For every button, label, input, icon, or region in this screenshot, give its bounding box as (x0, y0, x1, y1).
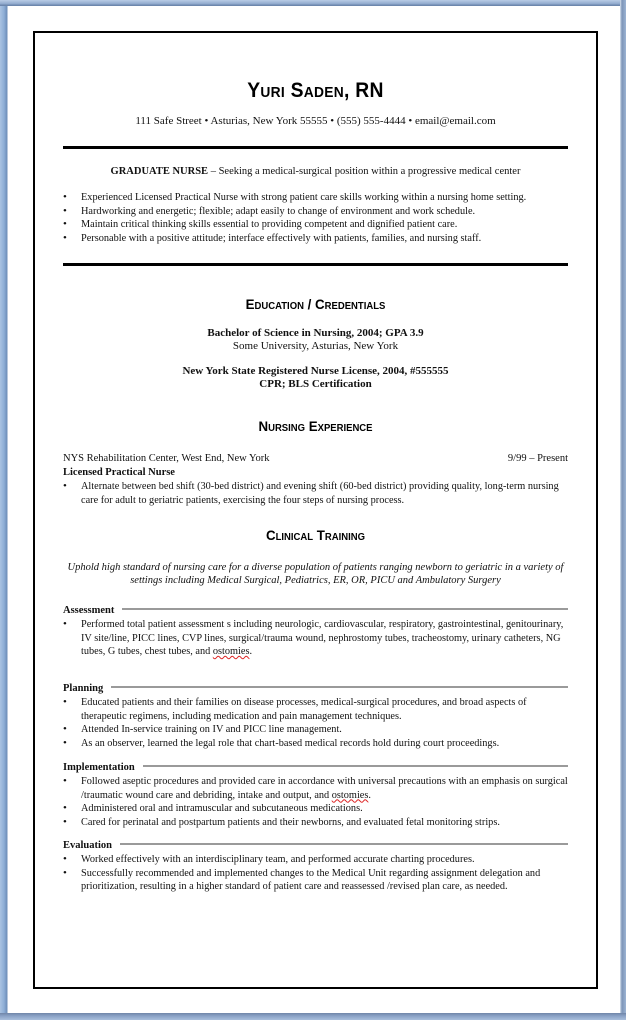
implementation-list (63, 775, 568, 829)
implementation-item-end: . (368, 789, 371, 801)
subsection-implementation (63, 762, 568, 773)
document-page[interactable] (8, 6, 620, 1013)
clinical-intro: Uphold high standard of nursing care for a diverse population of patients ranging newborn to geriatric in a variety of settings including Medical Surgical, Pediatrics, ER, OR, PICU and Ambulatory Surgery (67, 562, 564, 586)
spellcheck-flagged-word[interactable]: ostomies (331, 789, 369, 801)
position-title: Licensed Practical Nurse (63, 467, 175, 478)
certification: CPR; BLS Certification (259, 378, 372, 390)
employer: NYS Rehabilitation Center, West End, New York (63, 453, 270, 464)
subsection-heading: Planning (63, 683, 104, 694)
implementation-item-text: Followed aseptic procedures and provided care in accordance with universal precautions with an emphasis on surgical /traumatic wound care and debriding, intake and output, and (81, 776, 568, 801)
section-title-education: Education / Credentials (245, 296, 386, 312)
implementation-item (63, 775, 568, 802)
employment-dates: 9/99 – Present (507, 453, 568, 464)
implementation-item: • Cared for perinatal and postpartum patients and their newborns, and evaluated fetal monitoring strips. (63, 816, 568, 830)
summary-item: • Personable with a positive attitude; interface effectively with patients, families, and nursing staff. (63, 232, 568, 246)
subsection-rule (122, 608, 568, 610)
subsection-heading: Assessment (63, 605, 115, 616)
subsection-rule (111, 686, 568, 688)
summary-list (63, 191, 568, 245)
subsection-assessment (63, 605, 568, 616)
degree: Bachelor of Science in Nursing, 2004; GPA 3.9 (207, 327, 424, 339)
planning-item: • Attended In-service training on IV and PICC line management. (63, 723, 568, 737)
school: Some University, Asturias, New York (232, 340, 399, 352)
implementation-item: • Administered oral and intramuscular and subcutaneous medications. (63, 802, 568, 816)
window-frame-right (620, 0, 626, 1020)
planning-item: • As an observer, learned the legal role that chart-based medical records hold during court proceedings. (63, 737, 568, 751)
summary-item: • Hardworking and energetic; flexible; adapt easily to change of environment and work schedule. (63, 205, 568, 219)
divider-rule (63, 146, 568, 149)
evaluation-item: • Successfully recommended and implemented changes to the Medical Unit regarding assignment delegation and prioritization, resulting in a higher standard of patient care and reassessed /revised plan care, as needed. (63, 867, 568, 894)
summary-item: • Maintain critical thinking skills essential to providing competent and dignified patient care. (63, 218, 568, 232)
window-frame-bottom (0, 1013, 626, 1020)
license: New York State Registered Nurse License, 2004, #555555 (182, 365, 449, 377)
evaluation-item: • Worked effectively with an interdisciplinary team, and performed accurate charting procedures. (63, 853, 568, 867)
planning-list (63, 696, 568, 750)
objective-title: GRADUATE NURSE (110, 166, 209, 177)
assessment-item-end: . (249, 646, 253, 657)
subsection-heading: Evaluation (63, 840, 113, 851)
section-title-experience: Nursing Experience (258, 418, 373, 434)
objective-separator: – (208, 166, 219, 177)
divider-rule (63, 263, 568, 266)
section-title-clinical: Clinical Training (265, 527, 366, 543)
subsection-rule (120, 843, 568, 845)
subsection-evaluation (63, 840, 568, 851)
objective-text: Seeking a medical-surgical position within a progressive medical center (218, 166, 521, 177)
contact-info: 111 Safe Street • Asturias, New York 55555 • (555) 555-4444 • email@email.com (135, 115, 496, 127)
assessment-list (63, 618, 568, 659)
summary-item: • Experienced Licensed Practical Nurse with strong patient care skills working within a nursing home setting. (63, 191, 568, 205)
assessment-item-text: Performed total patient assessment s including neurologic, cardiovascular, respiratory, gastrointestinal, genitourinary, IV site/line, PICC lines, CVP lines, surgical/trauma wound, nephrostomy tubes, tracheostomy, urinary catheters, NG tubes, G tubes, chest tubes, and (81, 619, 564, 657)
resume-name: Yuri Saden, RN (247, 79, 384, 102)
planning-item: • Educated patients and their families on disease processes, medical-surgical procedures, and broad aspects of therapeutic regimens, including medication and pain management techniques. (63, 696, 568, 723)
spellcheck-flagged-word[interactable]: ostomies (212, 646, 250, 657)
experience-list (63, 480, 568, 507)
subsection-rule (143, 765, 568, 767)
experience-row (63, 453, 568, 464)
assessment-item (63, 618, 568, 659)
evaluation-list (63, 853, 568, 894)
objective-line (63, 166, 568, 177)
subsection-planning (63, 683, 568, 694)
experience-item: • Alternate between bed shift (30-bed district) and evening shift (60-bed district) providing quality, long-term nursing care for adult to geriatric patients, exercising the four steps of nursing process. (63, 480, 568, 507)
subsection-heading: Implementation (63, 762, 135, 773)
